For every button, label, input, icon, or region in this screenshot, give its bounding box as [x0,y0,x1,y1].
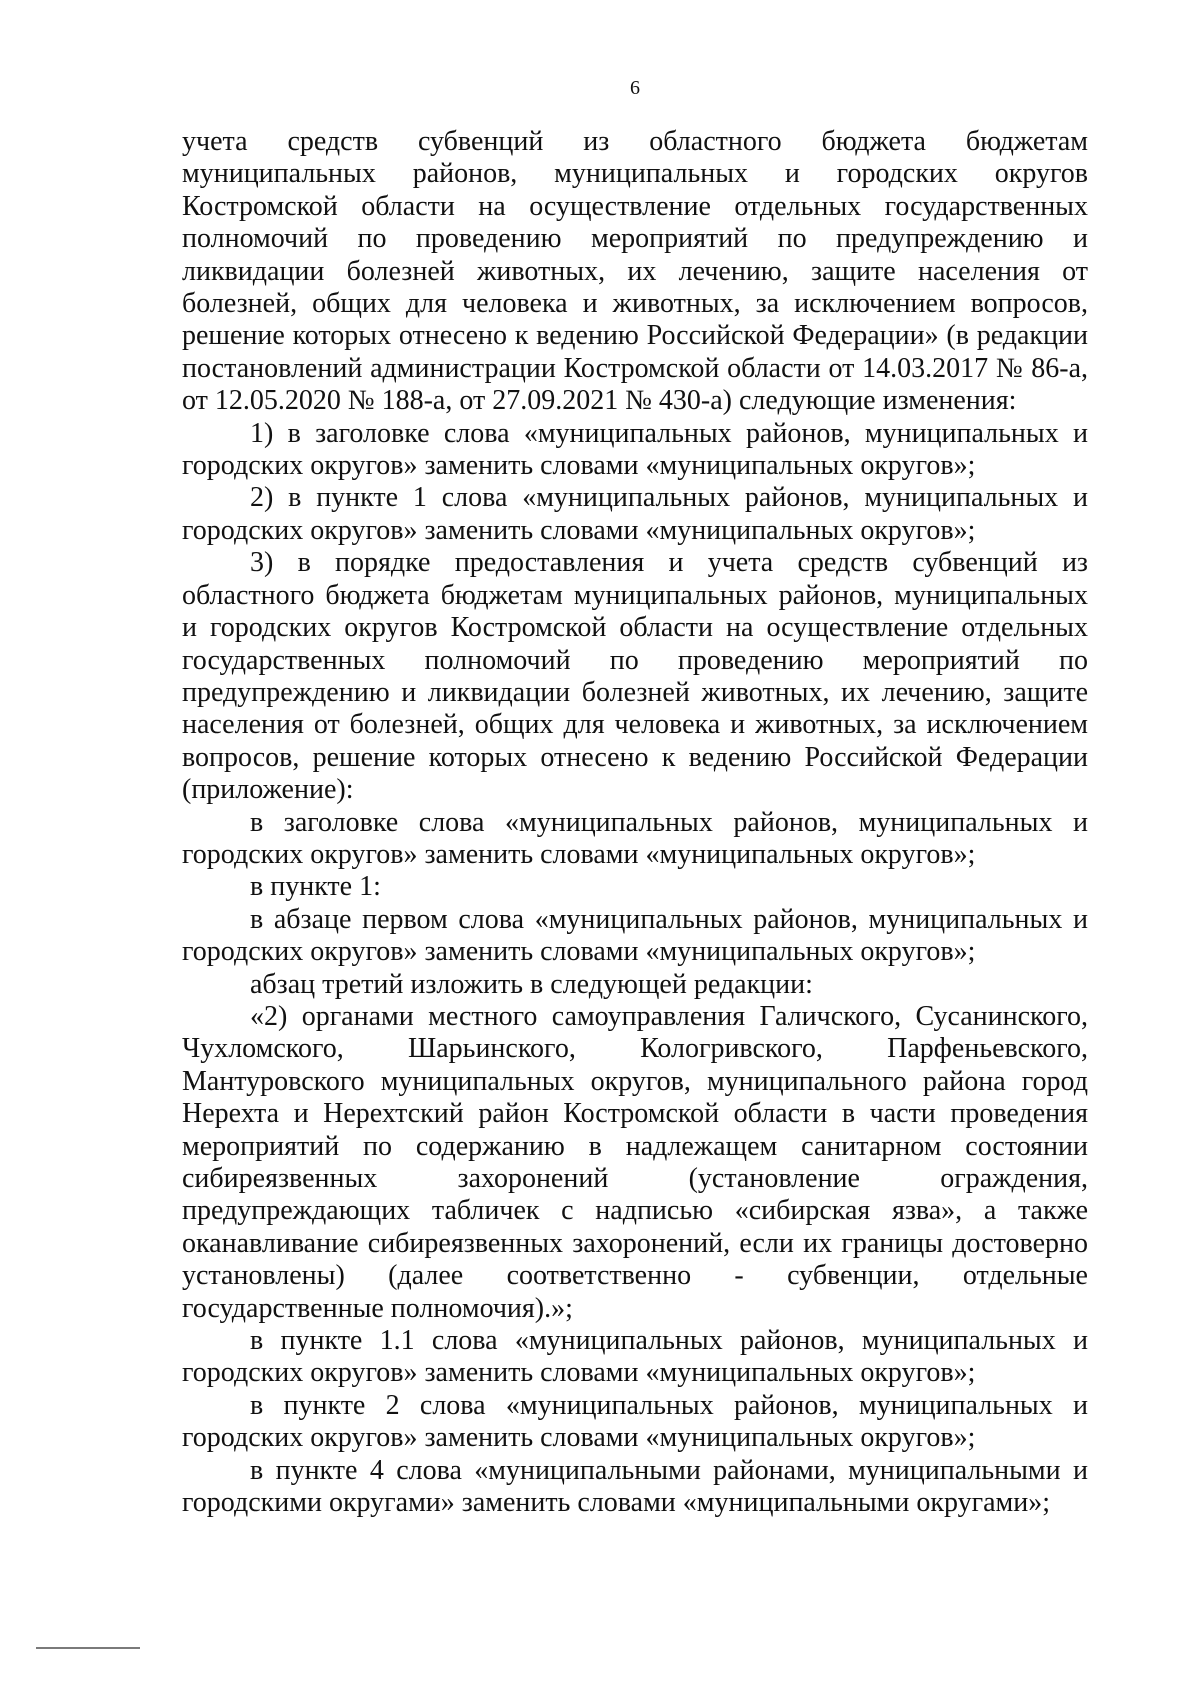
scan-edge-line [36,1647,140,1649]
paragraph-6: в пункте 1: [250,871,381,903]
document-body [182,126,1088,1519]
paragraph-3: 2) в пункте 1 слова «муниципальных районов, муниципальных и городских округов» заменить словами «муниципальных округов»; [182,482,1088,546]
paragraph-5: в заголовке слова «муниципальных районов, муниципальных и городских округов» заменить словами «муниципальных округов»; [182,806,1088,870]
paragraph-12: в пункте 4 слова «муниципальными районами, муниципальными и городскими округами» заменить словами «муниципальными округами»; [182,1454,1088,1519]
paragraph-11: в пункте 2 слова «муниципальных районов, муниципальных и городских округов» заменить словами «муниципальных округов»; [182,1389,1088,1454]
page-number: 6 [630,77,640,99]
paragraph-10: в пункте 1.1 слова «муниципальных районов, муниципальных и городских округов» заменить словами «муниципальных округов»; [182,1325,1088,1389]
paragraph-4: 3) в порядке предоставления и учета средств субвенций из областного бюджета бюджетам муниципальных районов, муниципальных и городских округов Костромской области на осуществление отдельных государственных полномочий по проведению мероприятий по предупреждению и ликвидации болезней животных, их лечению, защите населения от болезней, общих для человека и животных, за исключением вопросов, решение которых отнесено к ведению Российской Федерации (приложение): [182,547,1088,806]
paragraph-1: учета средств субвенций из областного бюджета бюджетам муниципальных районов, муниципальных и городских округов Костромской области на осуществление отдельных государственных полномочий по проведению мероприятий по предупреждению и ликвидации болезней животных, их лечению, защите населения от болезней, общих для человека и животных, за исключением вопросов, решение которых отнесено к ведению Российской Федерации» (в редакции постановлений администрации Костромской области от 14.03.2017 № 86-а, от 12.05.2020 № 188-а, от 27.09.2021 № 430-а) следующие изменения: [182,126,1088,417]
paragraph-2: 1) в заголовке слова «муниципальных районов, муниципальных и городских округов» заменить словами «муниципальных округов»; [182,417,1088,482]
paragraph-9: «2) органами местного самоуправления Галичского, Сусанинского, Чухломского, Шарьинского, Кологривского, Парфеньевского, Мантуровского муниципальных округов, муниципального района город Нерехта и Нерехтский район Костромской области в части проведения мероприятий по содержанию в надлежащем санитарном состоянии сибиреязвенных захоронений (установление ограждения, предупреждающих табличек с надписью «сибирская язва», а также оканавливание сибиреязвенных захоронений, если их границы достоверно установлены) (далее соответственно - субвенции, отдельные государственные полномочия).»; [182,1000,1088,1324]
paragraph-8: абзац третий изложить в следующей редакции: [250,968,813,1000]
paragraph-7: в абзаце первом слова «муниципальных районов, муниципальных и городских округов» заменить словами «муниципальных округов»; [182,903,1088,968]
